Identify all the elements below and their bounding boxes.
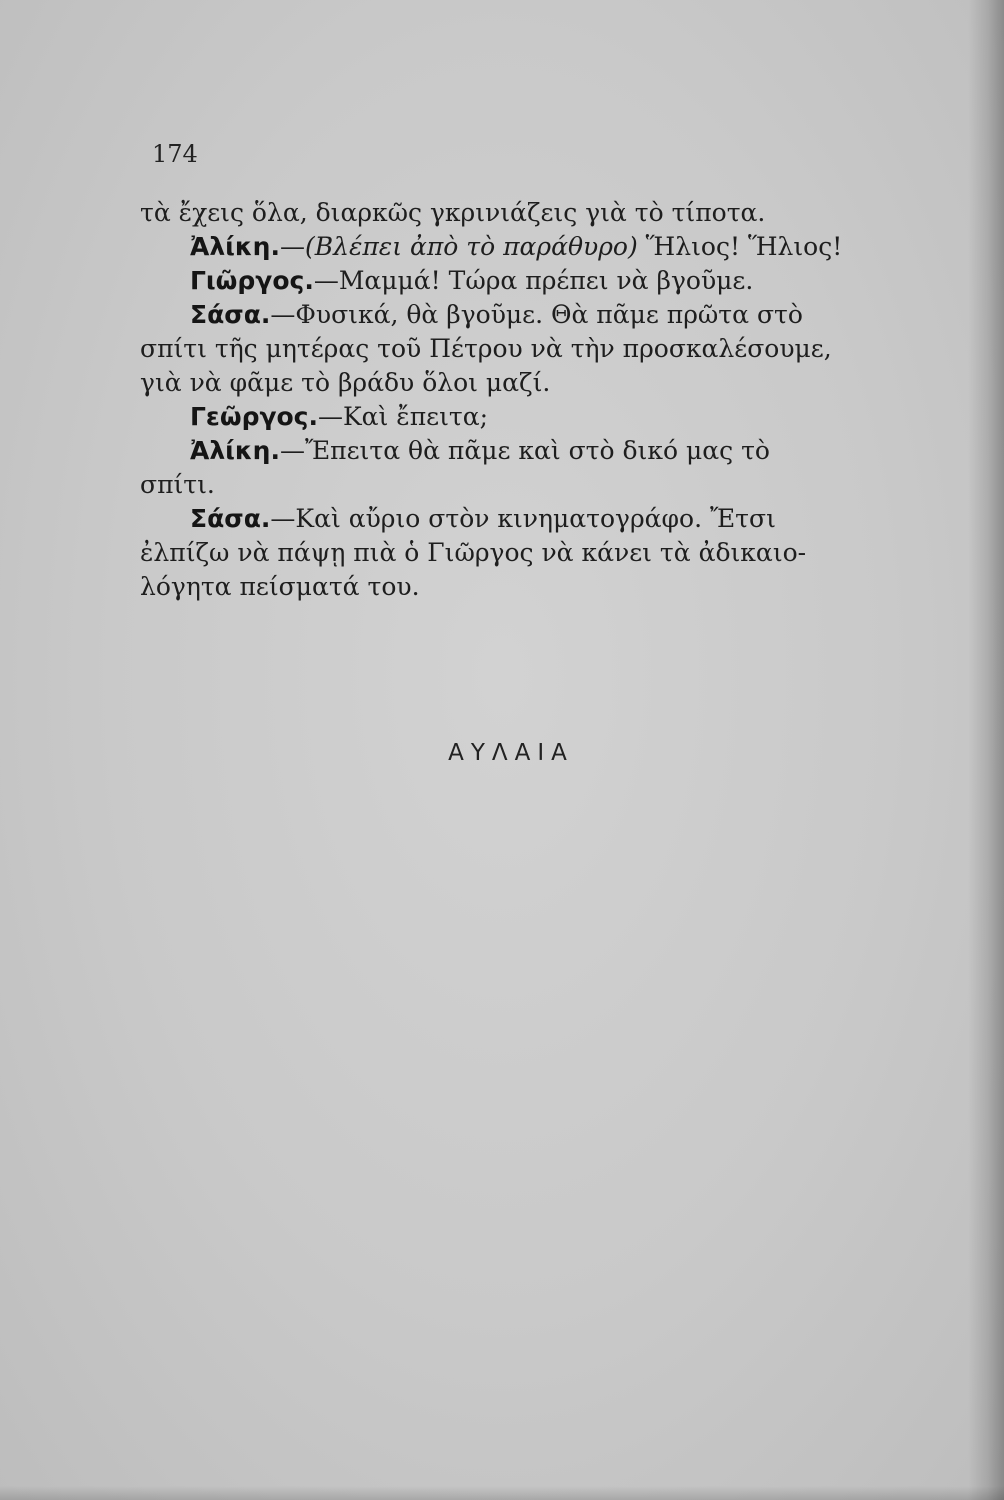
spoken-text: —Φυσικά, θὰ βγοῦμε. Θὰ πᾶμε πρῶτα στὸ — [270, 300, 803, 329]
speaker-name: Γεῶργος. — [190, 402, 318, 431]
text-line-3 — [140, 264, 886, 298]
text-line-10 — [140, 502, 886, 536]
dialogue-text — [140, 196, 886, 604]
page-number: 174 — [152, 140, 198, 168]
speaker-name: Σάσα. — [190, 504, 271, 533]
text-line-1: τὰ ἔχεις ὅλα, διαρκῶς γκρινιάζεις γιὰ τὸ τίποτα. — [140, 198, 766, 227]
spoken-text: —Ἔπειτα θὰ πᾶμε καὶ στὸ δικό μας τὸ — [279, 436, 770, 465]
text-line-6: γιὰ νὰ φᾶμε τὸ βράδυ ὅλοι μαζί. — [140, 368, 551, 397]
text-line-7 — [140, 400, 886, 434]
text-line-11: ἐλπίζω νὰ πάψῃ πιὰ ὁ Γιῶργος νὰ κάνει τὰ ἀδικαιο- — [140, 538, 807, 567]
text-line-12: λόγητα πείσματά του. — [140, 572, 420, 601]
speaker-name: Ἀλίκη. — [190, 232, 280, 261]
spoken-text: Ἥλιος! Ἥλιος! — [637, 232, 843, 261]
spoken-text: —Καὶ αὔριο στὸν κινηματογράφο. Ἔτσι — [270, 504, 776, 533]
speaker-name: Ἀλίκη. — [190, 436, 280, 465]
speaker-name: Σάσα. — [190, 300, 271, 329]
stage-direction: (Βλέπει ἀπὸ τὸ παράθυρο) — [304, 232, 638, 261]
text-line-5: σπίτι τῆς μητέρας τοῦ Πέτρου νὰ τὴν προσκαλέσουμε, — [140, 334, 832, 363]
speaker-name: Γιῶργος. — [190, 266, 314, 295]
dash: — — [279, 232, 305, 261]
text-line-8 — [140, 434, 886, 468]
text-line-2 — [140, 230, 886, 264]
text-line-4 — [140, 298, 886, 332]
page-bottom-shadow — [0, 1486, 1004, 1500]
spoken-text: —Μαμμά! Τώρα πρέπει νὰ βγοῦμε. — [313, 266, 754, 295]
curtain-heading: ΑΥΛΑΙΑ — [448, 740, 574, 766]
spoken-text: —Καὶ ἔπειτα; — [318, 402, 489, 431]
text-line-9: σπίτι. — [140, 470, 215, 499]
